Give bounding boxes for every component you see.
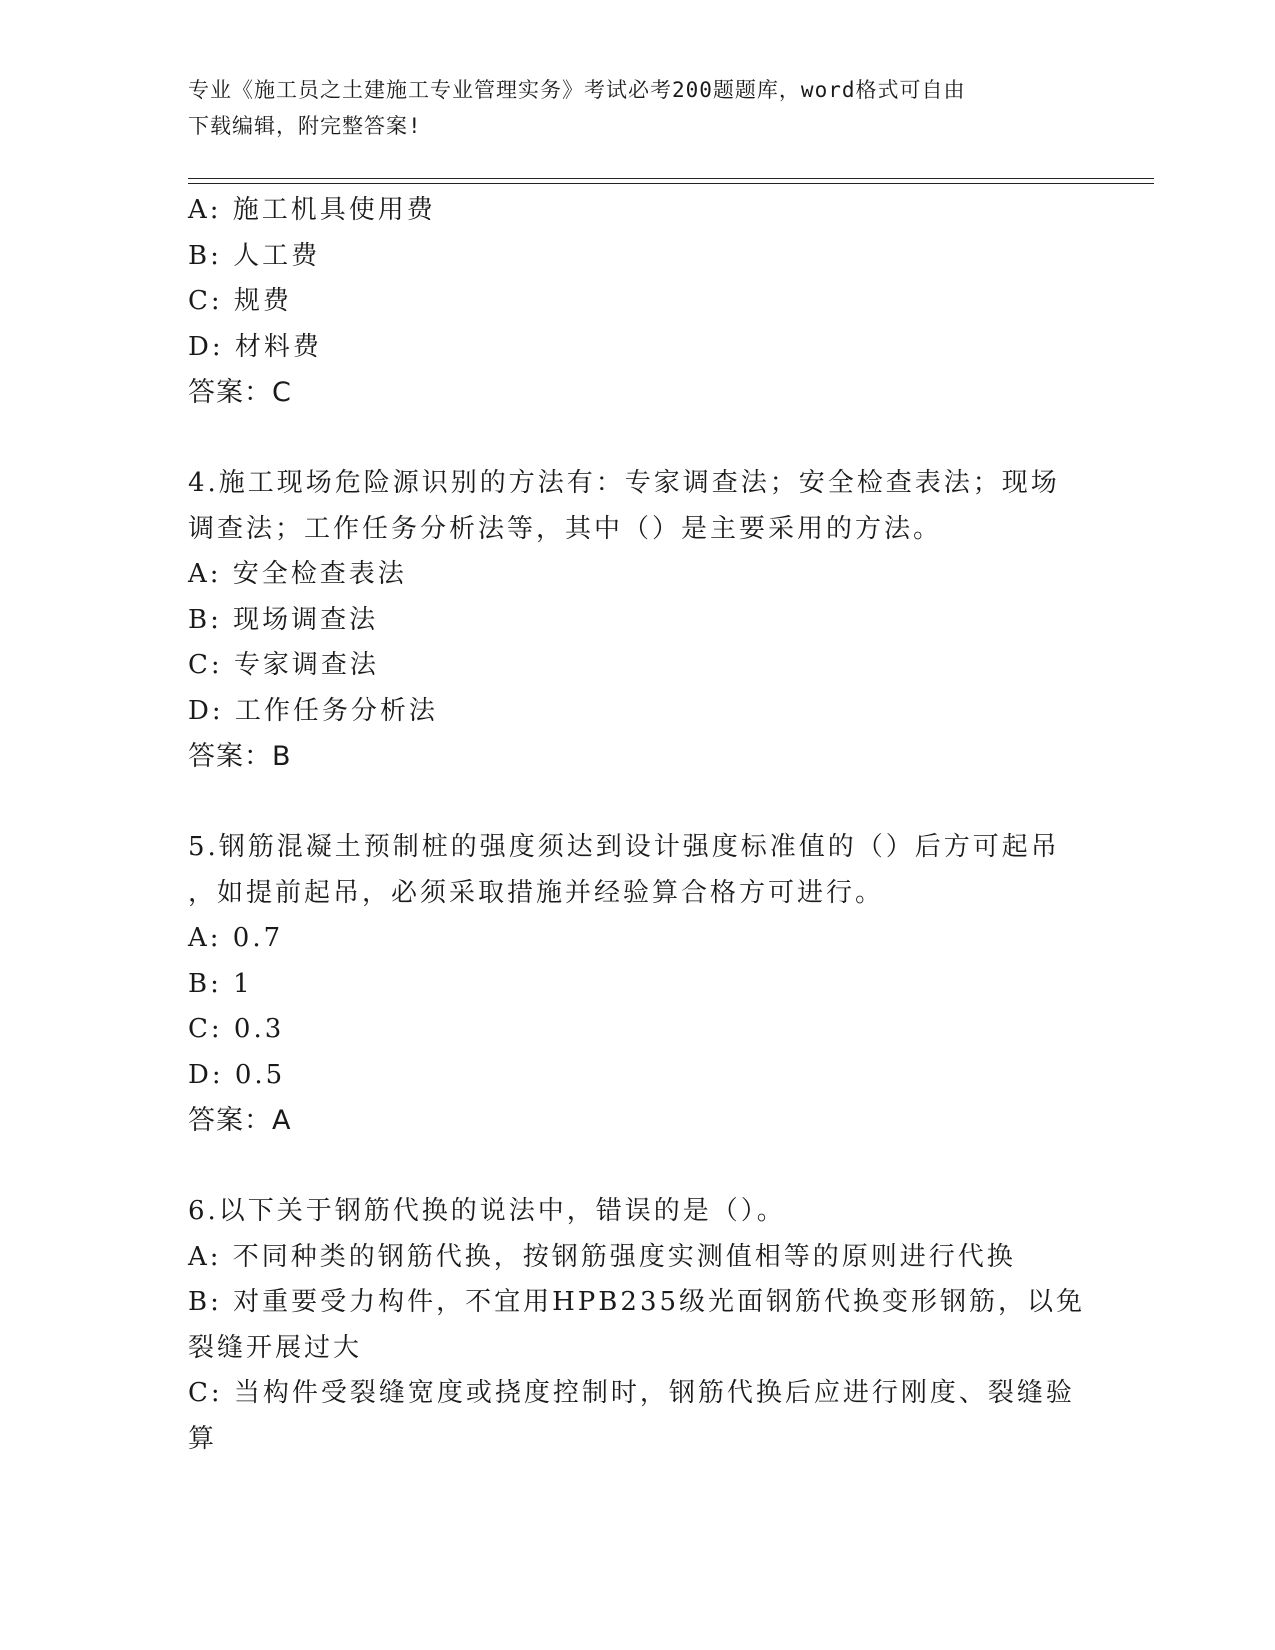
q3-option-d: D: 材料费 <box>188 331 322 362</box>
q3-answer: 答案：C <box>188 377 292 408</box>
question-4 <box>188 461 1088 780</box>
q4-stem-line-2: 调查法；工作任务分析法等，其中（）是主要采用的方法。 <box>188 513 943 544</box>
question-6 <box>188 1189 1088 1462</box>
q5-option-c: C: 0.3 <box>188 1014 285 1044</box>
q5-stem-line-2: ，如提前起吊，必须采取措施并经验算合格方可进行。 <box>188 877 885 908</box>
header-divider-bottom <box>188 183 1154 184</box>
q5-option-d: D: 0.5 <box>188 1059 286 1090</box>
question-list <box>188 188 1088 1462</box>
q5-option-b: B: 1 <box>188 968 253 999</box>
q4-option-c: C: 专家调查法 <box>188 650 379 680</box>
q5-answer: 答案：A <box>188 1105 292 1136</box>
question-5 <box>188 825 1088 1144</box>
q3-option-c: C: 规费 <box>188 286 292 316</box>
spacer <box>188 1144 1088 1190</box>
q4-stem-line-1: 4.施工现场危险源识别的方法有：专家调查法；安全检查表法；现场 <box>188 468 1060 498</box>
question-3 <box>188 188 1088 416</box>
q6-option-c-line-1: C: 当构件受裂缝宽度或挠度控制时，钢筋代换后应进行刚度、裂缝验 <box>188 1378 1075 1408</box>
header-divider-top <box>188 178 1154 179</box>
header-line-1: 专业《施工员之土建施工专业管理实务》考试必考200题题库，word格式可自由 <box>188 78 966 102</box>
q3-option-a: A: 施工机具使用费 <box>188 195 436 225</box>
q6-option-b-line-1: B: 对重要受力构件，不宜用HPB235级光面钢筋代换变形钢筋，以免 <box>188 1287 1086 1317</box>
q4-answer: 答案：B <box>188 741 292 772</box>
q6-option-a: A: 不同种类的钢筋代换，按钢筋强度实测值相等的原则进行代换 <box>188 1241 1016 1272</box>
q4-option-a: A: 安全检查表法 <box>188 559 407 589</box>
header-line-2: 下载编辑，附完整答案! <box>188 114 422 138</box>
q5-option-a: A: 0.7 <box>188 923 284 953</box>
q4-option-d: D: 工作任务分析法 <box>188 695 438 726</box>
spacer <box>188 780 1088 826</box>
q5-stem-line-1: 5.钢筋混凝土预制桩的强度须达到设计强度标准值的（）后方可起吊 <box>188 832 1060 862</box>
document-header <box>188 72 1068 144</box>
q6-stem-line-1: 6.以下关于钢筋代换的说法中，错误的是（）。 <box>188 1196 786 1226</box>
q3-option-b: B: 人工费 <box>188 240 321 271</box>
spacer <box>188 416 1088 462</box>
q6-option-c-line-2: 算 <box>188 1423 218 1454</box>
q6-option-b-line-2: 裂缝开展过大 <box>188 1332 363 1363</box>
q4-option-b: B: 现场调查法 <box>188 604 379 635</box>
